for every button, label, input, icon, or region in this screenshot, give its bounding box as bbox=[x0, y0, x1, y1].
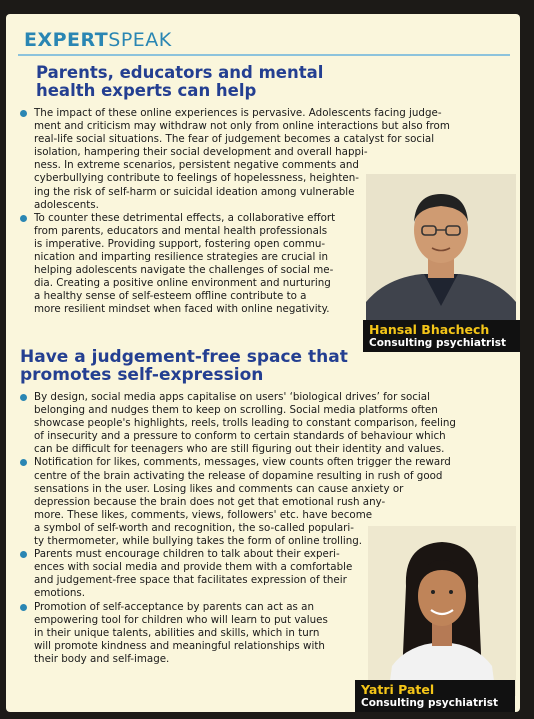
section2-title bbox=[20, 348, 348, 384]
bullet-line: a healthy sense of self-esteem offline contribute to a bbox=[34, 290, 307, 303]
bullet-line: of insecurity and a pressure to conform to certain standards of behaviour which bbox=[34, 430, 446, 443]
expert-photo-hansal-bhachech bbox=[366, 174, 516, 334]
expert-name: Hansal Bhachech bbox=[369, 322, 490, 337]
header-divider bbox=[18, 54, 510, 56]
woman-portrait-icon bbox=[368, 526, 516, 696]
expert-caption-yatri bbox=[355, 680, 515, 712]
bullet-line: sensations in the user. Losing likes and comments can cause anxiety or bbox=[34, 482, 404, 495]
bullet-line: depression because the brain does not get that emotional rush any- bbox=[34, 495, 386, 508]
bullet-line: Promotion of self-acceptance by parents can act as an bbox=[34, 600, 314, 613]
bullet-line: is imperative. Providing support, fostering open commu- bbox=[34, 237, 326, 250]
bullet-dot-icon bbox=[20, 110, 27, 117]
bullet-line: emotions. bbox=[34, 587, 86, 600]
section1-title-line: health experts can help bbox=[36, 81, 257, 100]
bullet-dot-icon bbox=[20, 604, 27, 611]
bullet-line: ment and criticism may withdraw not only from online interactions but also from bbox=[34, 120, 450, 133]
bullet-line: nication and imparting resilience strategies are crucial in bbox=[34, 251, 329, 264]
expert-speak-header bbox=[24, 28, 172, 52]
expert-caption-hansal bbox=[363, 320, 520, 352]
bullet-line: their body and self-image. bbox=[34, 652, 170, 665]
bullet-dot-icon bbox=[20, 215, 27, 222]
bullet-line: empowering tool for children who will learn to put values bbox=[34, 613, 328, 626]
bullet-line: more. These likes, comments, views, followers' etc. have become bbox=[34, 508, 373, 521]
header-speak-text: SPEAK bbox=[108, 29, 172, 51]
bullet-dot-icon bbox=[20, 394, 27, 401]
bullet-line: adolescents. bbox=[34, 198, 99, 211]
bullet-dot-icon bbox=[20, 551, 27, 558]
section2-title-line: promotes self-expression bbox=[20, 365, 264, 385]
expert-role: Consulting psychiatrist bbox=[369, 337, 507, 349]
bullet-line: dia. Creating a positive online environment and nurturing bbox=[34, 277, 331, 290]
bullet-line: showcase people's highlights, reels, trolls leading to constant comparison, feeling bbox=[34, 417, 456, 430]
bullet-line: in their unique talents, abilities and skills, which in turn bbox=[34, 626, 320, 639]
man-portrait-icon bbox=[366, 174, 516, 334]
bullet-line: The impact of these online experiences is pervasive. Adolescents facing judge- bbox=[34, 107, 442, 119]
bullet-line: can be difficult for teenagers who are still figuring out their identity and values. bbox=[34, 443, 445, 456]
bullet-line: a symbol of self-worth and recognition, the so-called populari- bbox=[34, 521, 354, 534]
bullet-line: Parents must encourage children to talk about their experi- bbox=[34, 548, 340, 561]
bullet-line: Notification for likes, comments, messages, view counts often trigger the reward bbox=[34, 456, 451, 469]
section1-title bbox=[36, 64, 323, 100]
expert-name: Yatri Patel bbox=[361, 682, 435, 697]
expert-role: Consulting psychiatrist bbox=[361, 697, 499, 709]
header-expert-text: EXPERT bbox=[24, 29, 109, 51]
section2-bullet bbox=[20, 391, 508, 456]
bullet-dot-icon bbox=[20, 459, 27, 466]
section2-title-line: Have a judgement-free space that bbox=[20, 347, 348, 367]
bullet-line: cyberbullying contribute to feelings of hopelessness, heighten- bbox=[34, 172, 359, 185]
bullet-line: ness. In extreme scenarios, persistent negative comments and bbox=[34, 159, 359, 172]
bullet-line: belonging and nudges them to keep on scrolling. Social media platforms often bbox=[34, 404, 438, 417]
bullet-line: ty thermometer, while bullying takes the form of online trolling. bbox=[34, 535, 363, 548]
expert-photo-yatri-patel bbox=[368, 526, 516, 696]
bullet-line: from parents, educators and mental health professionals bbox=[34, 224, 328, 237]
section1-title-line: Parents, educators and mental bbox=[36, 63, 324, 82]
bullet-line: ing the risk of self-harm or suicidal ideation among vulnerable bbox=[34, 185, 355, 198]
bullet-line: ences with social media and provide them with a comfortable bbox=[34, 561, 353, 574]
bullet-line: isolation, hampering their social development and overall happi- bbox=[34, 146, 368, 159]
bullet-line: helping adolescents navigate the challenges of social me- bbox=[34, 264, 334, 277]
bullet-line: real-life social situations. The fear of judgement becomes a catalyst for social bbox=[34, 133, 435, 146]
bullet-line: more resilient mindset when faced with online negativity. bbox=[34, 303, 330, 316]
bullet-line: and judgement-free space that facilitates expression of their bbox=[34, 574, 347, 587]
bullet-line: will promote kindness and meaningful relationships with bbox=[34, 639, 325, 652]
article-card bbox=[6, 14, 520, 712]
bullet-line: To counter these detrimental effects, a collaborative effort bbox=[34, 211, 336, 224]
bullet-line: By design, social media apps capitalise on users' ‘biological drives’ for social bbox=[34, 391, 430, 403]
bullet-line: centre of the brain activating the release of dopamine resulting in rush of good bbox=[34, 469, 443, 482]
